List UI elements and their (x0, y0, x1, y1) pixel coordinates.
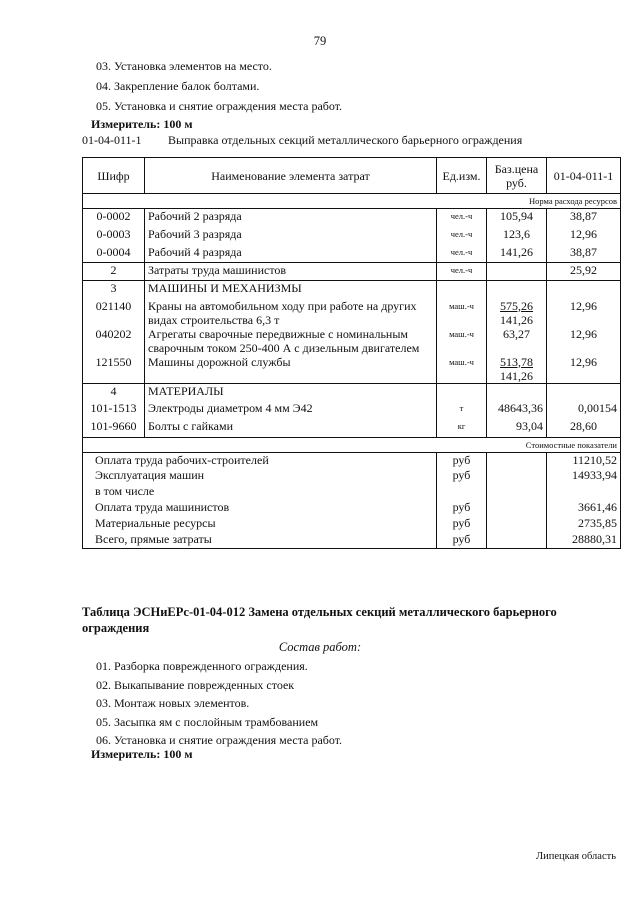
note-row (83, 194, 621, 209)
cell-code: 4 (83, 383, 145, 401)
list-item: 03. Монтаж новых элементов. (96, 696, 250, 710)
table-caption-code: 01-04-011-1 (82, 133, 142, 147)
cell-unit: маш.-ч (437, 299, 487, 327)
region-label: Липецкая область (536, 851, 616, 862)
name-line: видах строительства 6,3 т (148, 312, 280, 327)
cell-name (145, 299, 437, 327)
summary-row (83, 484, 621, 500)
cell-name: Рабочий 4 разряда (145, 245, 437, 263)
table-row (83, 355, 621, 384)
cell-code: 021140 (83, 299, 145, 327)
cost-table (82, 157, 621, 549)
cell-unit: маш.-ч (437, 327, 487, 355)
summary-row (83, 516, 621, 532)
cell-code: 0-0004 (83, 245, 145, 263)
table-row (83, 419, 621, 437)
summary-value: 11210,52 (547, 452, 621, 468)
table-caption-title: Выправка отдельных секций металлического барьерного ограждения (168, 133, 523, 147)
section-row (83, 281, 621, 299)
col-header-norm: 01-04-011-1 (547, 158, 621, 194)
summary-unit: руб (437, 452, 487, 468)
name-line: Краны на автомобильном ходу при работе на других (148, 298, 417, 313)
summary-row (83, 452, 621, 468)
list-item: 05. Установка и снятие ограждения места работ. (96, 99, 343, 113)
measure-label: Измеритель: 100 м (91, 117, 193, 131)
cell-code: 101-1513 (83, 401, 145, 419)
name-line: сварочным током 250-400 А с дизельным двигателем (148, 340, 420, 355)
cell-price (487, 263, 547, 281)
summary-row (83, 500, 621, 516)
cell-unit: чел.-ч (437, 227, 487, 245)
cell-code: 0-0002 (83, 209, 145, 227)
measure-label-2: Измеритель: 100 м (91, 747, 193, 761)
cell-unit: чел.-ч (437, 245, 487, 263)
table-row (83, 327, 621, 355)
cell-norm: 28,60 (547, 419, 621, 437)
col-header-unit: Ед.изм. (437, 158, 487, 194)
cell-name: Электроды диаметром 4 мм Э42 (145, 401, 437, 419)
cell-code: 0-0003 (83, 227, 145, 245)
cell-name: Затраты труда машинистов (145, 263, 437, 281)
col-header-price: Баз.цена руб. (487, 158, 547, 194)
cell-name: Рабочий 2 разряда (145, 209, 437, 227)
cell-norm: 38,87 (547, 209, 621, 227)
note-row (83, 437, 621, 452)
page-number: 79 (313, 34, 327, 48)
cell-price: 105,94 (487, 209, 547, 227)
table-row (83, 227, 621, 245)
cell-norm: 12,96 (547, 327, 621, 355)
summary-label: Эксплуатация машин (83, 468, 437, 484)
summary-value: 28880,31 (547, 532, 621, 548)
cell-price: 63,27 (487, 327, 547, 355)
section-row (83, 383, 621, 401)
table-row (83, 209, 621, 227)
cell-price: 48643,36 (487, 401, 547, 419)
cell-norm: 25,92 (547, 263, 621, 281)
summary-unit: руб (437, 468, 487, 484)
table-header-row (83, 158, 621, 194)
table-row (83, 401, 621, 419)
cell-unit: т (437, 401, 487, 419)
col-header-code: Шифр (83, 158, 145, 194)
cell-name: Машины дорожной службы (145, 355, 437, 384)
section-title: МАШИНЫ И МЕХАНИЗМЫ (145, 281, 437, 299)
cell-name: Рабочий 3 разряда (145, 227, 437, 245)
cell-name: Болты с гайками (145, 419, 437, 437)
cell-price: 123,6 (487, 227, 547, 245)
cell-code: 121550 (83, 355, 145, 384)
summary-label: Оплата труда рабочих-строителей (83, 452, 437, 468)
cell-norm: 12,96 (547, 227, 621, 245)
cell-norm: 38,87 (547, 245, 621, 263)
summary-unit: руб (437, 532, 487, 548)
table-caption (82, 133, 522, 148)
price-line: 513,78 (500, 354, 533, 369)
price-line: 141,26 (500, 312, 533, 327)
price-line: 141,26 (500, 368, 533, 383)
table-row (83, 299, 621, 327)
list-item: 02. Выкапывание поврежденных стоек (96, 677, 295, 692)
cell-norm: 0,00154 (547, 401, 621, 419)
price-line: 575,26 (500, 298, 533, 313)
cell-code: 101-9660 (83, 419, 145, 437)
work-list-bottom (96, 657, 342, 750)
cell-name (145, 327, 437, 355)
cell-code: 3 (83, 281, 145, 299)
cell-unit: маш.-ч (437, 355, 487, 384)
summary-unit: руб (437, 500, 487, 516)
list-item: 04. Закрепление балок болтами. (96, 79, 260, 93)
cell-unit: чел.-ч (437, 263, 487, 281)
summary-row (83, 532, 621, 548)
cell-price: 141,26 (487, 245, 547, 263)
note-resources: Норма расхода ресурсов (83, 194, 621, 209)
col-header-name: Наименование элемента затрат (145, 158, 437, 194)
cell-price (487, 299, 547, 327)
cell-code: 040202 (83, 327, 145, 355)
section-title: МАТЕРИАЛЫ (145, 383, 437, 401)
work-composition-label: Состав работ: (278, 640, 362, 654)
summary-value: 3661,46 (547, 500, 621, 516)
work-list-top (96, 56, 342, 116)
list-item: 01. Разборка поврежденного ограждения. (96, 659, 308, 673)
table-row (83, 245, 621, 263)
list-item: 03. Установка элементов на место. (96, 59, 272, 73)
cell-unit: кг (437, 419, 487, 437)
table-row (83, 263, 621, 281)
summary-label: в том числе (83, 484, 437, 500)
note-cost: Стоимостные показатели (83, 437, 621, 452)
summary-unit: руб (437, 516, 487, 532)
summary-row (83, 468, 621, 484)
list-item: 06. Установка и снятие ограждения места работ. (96, 733, 343, 747)
cell-norm: 12,96 (547, 299, 621, 327)
summary-value: 14933,94 (547, 468, 621, 484)
cell-price: 93,04 (487, 419, 547, 437)
cell-price (487, 355, 547, 384)
table2-title: Таблица ЭСНиЕРс-01-04-012 Замена отдельных секций металлического барьерного ограждения (82, 605, 557, 635)
summary-label: Всего, прямые затраты (83, 532, 437, 548)
name-line: Агрегаты сварочные передвижные с номинальным (148, 326, 408, 341)
cell-code: 2 (83, 263, 145, 281)
summary-value: 2735,85 (547, 516, 621, 532)
summary-label: Оплата труда машинистов (83, 500, 437, 516)
summary-label: Материальные ресурсы (83, 516, 437, 532)
cell-unit: чел.-ч (437, 209, 487, 227)
list-item: 05. Засыпка ям с послойным трамбованием (96, 714, 319, 729)
cell-norm: 12,96 (547, 355, 621, 384)
